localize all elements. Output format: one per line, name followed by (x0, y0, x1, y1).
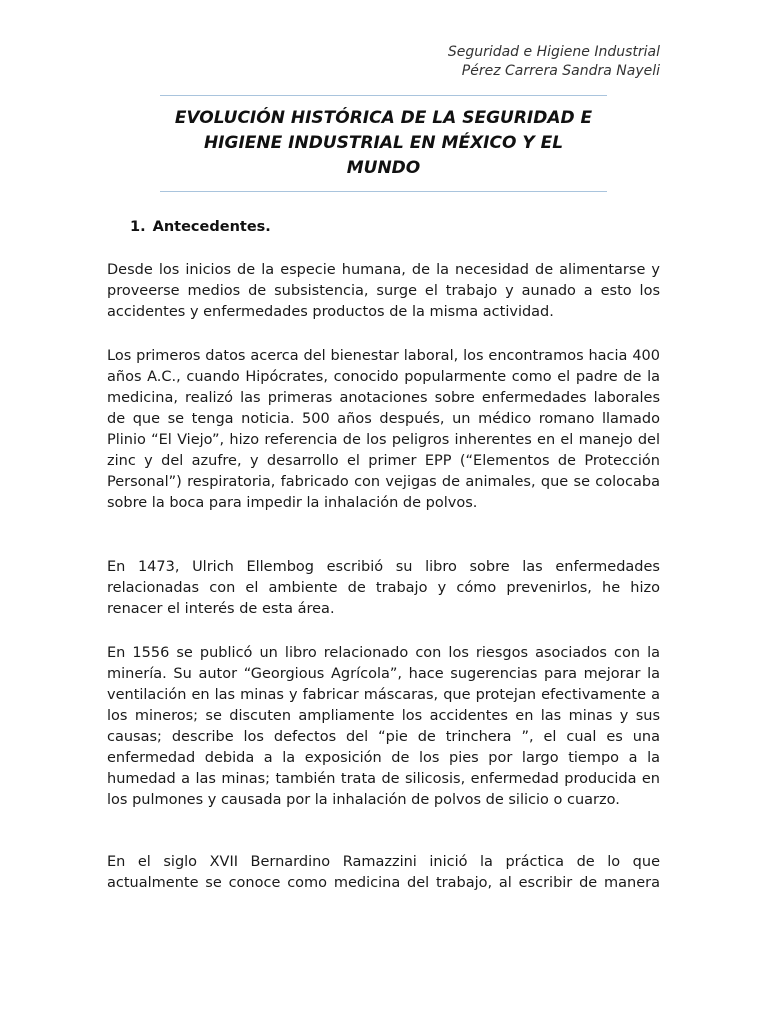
header-course: Seguridad e Higiene Industrial (447, 44, 660, 60)
page-header (448, 43, 660, 81)
section-title: Antecedentes. (152, 219, 271, 235)
section-heading (130, 217, 271, 237)
document-title (160, 106, 607, 181)
paragraph-2: Los primeros datos acerca del bienestar laboral, los encontramos hacia 400 años A.C., cuando Hipócrates, conocido popularmente como el padre de la medicina, realizó las primeras anotaciones sobre enfermedades laborales de que se tenga noticia. 500 años después, un médico romano llamado Plinio “El Viejo”, hizo referencia de los peligros inherentes en el manejo del zinc y del azufre, y desarrollo el primer EPP (“Elementos de Protección Personal”) respiratoria, fabricado con vejigas de animales, que se colocaba sobre la boca para impedir la inhalación de polvos. (107, 348, 660, 511)
paragraph-3: En 1473, Ulrich Ellembog escribió su libro sobre las enfermedades relacionadas con el ambiente de trabajo y cómo prevenirlos, he hizo renacer el interés de esta área. (107, 559, 660, 617)
title-bottom-rule (160, 191, 607, 192)
paragraph-4: En 1556 se publicó un libro relacionado con los riesgos asociados con la minería. Su autor “Georgious Agrícola”, hace sugerencias para mejorar la ventilación en las minas y fabricar máscaras, que protejan efectivamente a los mineros; se discuten ampliamente los accidentes en las minas y sus causas; describe los defectos del “pie de trinchera ”, el cual es una enfermedad debida a la exposición de los pies por largo tiempo a la humedad a las minas; también trata de silicosis, enfermedad producida en los pulmones y causada por la inhalación de polvos de silicio o cuarzo. (107, 645, 660, 808)
paragraph-1: Desde los inicios de la especie humana, de la necesidad de alimentarse y proveerse medios de subsistencia, surge el trabajo y aunado a esto los accidentes y enfermedades productos de la misma actividad. (107, 262, 660, 320)
title-top-rule (160, 95, 607, 96)
title-line-1: EVOLUCIÓN HISTÓRICA DE LA SEGURIDAD E (174, 108, 593, 128)
header-author: Pérez Carrera Sandra Nayeli (461, 63, 660, 79)
title-line-3: MUNDO (346, 158, 421, 178)
section-number: 1. (130, 219, 146, 235)
title-line-2: HIGIENE INDUSTRIAL EN MÉXICO Y EL (203, 133, 564, 153)
paragraph-5: En el siglo XVII Bernardino Ramazzini inició la práctica de lo que actualmente se conoce como medicina del trabajo, al escribir de manera (107, 854, 660, 891)
